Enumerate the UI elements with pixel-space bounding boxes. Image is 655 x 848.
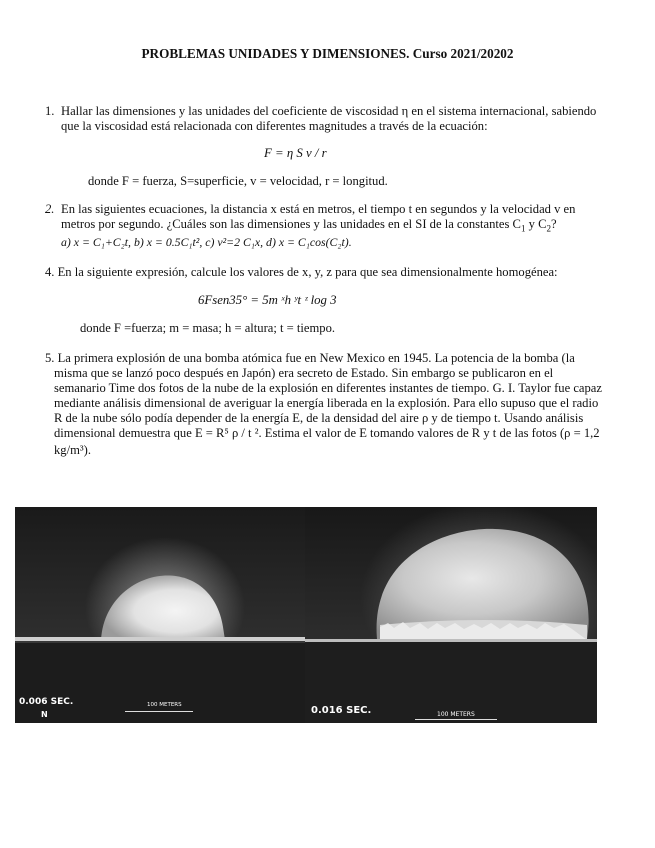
photo-1-north: N: [41, 710, 48, 719]
photo-1-time: 0.006 SEC.: [19, 697, 74, 707]
problem-2-sub2: 2: [546, 223, 551, 234]
photo-2-scale-label: 100 METERS: [437, 711, 475, 718]
problem-1-number: 1.: [45, 104, 55, 118]
problem-2-line2: [61, 217, 557, 233]
problem-2-line1: En las siguientes ecuaciones, la distancia x está en metros, el tiempo t en segundos y la velocidad v en: [61, 202, 576, 216]
problem-1-line2: que la viscosidad está relacionada con diferentes magnitudes a través de la ecuación:: [61, 119, 488, 133]
explosion-photo-2: [305, 507, 597, 723]
problem-1-line1: Hallar las dimensiones y las unidades del coeficiente de viscosidad η en el sistema internacional, sabiendo: [61, 104, 597, 118]
page-title: PROBLEMAS UNIDADES Y DIMENSIONES. Curso 2021/20202: [141, 46, 514, 61]
problem-1-equation: F = η S v / r: [264, 146, 327, 160]
problem-2-sub1: 1: [520, 223, 526, 234]
problem-2-line2-q: ?: [551, 217, 557, 231]
problem-2-line2-and: y C: [525, 217, 547, 231]
problem-5-line6: dimensional demuestra que E = R⁵ ρ / t ². Estima el valor de E tomando valores de R y t de las fotos (ρ = 1,2: [54, 426, 600, 440]
explosion-photo-1: [15, 507, 305, 723]
problem-5-line2: misma que se lanzó poco después en Japón) era secreto de Estado. Sin embargo se publicaron en el: [54, 366, 554, 380]
photo-1-scale-label: 100 METERS: [147, 702, 182, 708]
photo-1-scale-bar: [125, 711, 193, 712]
problem-5-line1: 5. La primera explosión de una bomba atómica fue en New Mexico en 1945. La potencia de la bomba (la: [45, 351, 575, 365]
problem-5-line5: R de la nube sólo podía depender de la energía E, de la densidad del aire ρ y de tiempo t. Usando análisis: [54, 411, 584, 425]
problem-1-where: donde F = fuerza, S=superficie, v = velocidad, r = longitud.: [88, 174, 388, 188]
problem-4-equation: 6Fsen35° = 5m ˣh ʸt ᶻ log 3: [198, 293, 337, 307]
problem-4-where: donde F =fuerza; m = masa; h = altura; t = tiempo.: [80, 321, 336, 335]
problem-2-number: 2.: [45, 202, 55, 216]
problem-2-line2-text: metros por segundo. ¿Cuáles son las dimensiones y las unidades en el SI de la constantes C: [61, 217, 521, 231]
problem-4-line1: 4. En la siguiente expresión, calcule los valores de x, y, z para que sea dimensionalmente homogénea:: [45, 265, 558, 279]
photo-2-scale-bar: [415, 719, 497, 720]
problem-5-line7: kg/m³).: [54, 443, 92, 457]
problem-2-equations: a) x = C₁+C₂t, b) x = 0.5C₁t², c) v²=2 C₁x, d) x = C₁cos(C₂t).: [61, 235, 352, 249]
photo-2-time: 0.016 SEC.: [311, 705, 372, 716]
problem-5-line3: semanario Time dos fotos de la nube de la explosión en diferentes instantes de tiempo. G. I. Taylor fue capaz: [54, 381, 602, 395]
problem-5-line4: mediante análisis dimensional de averiguar la energía liberada en la explosión. Para ello supuso que el radio: [54, 396, 599, 410]
